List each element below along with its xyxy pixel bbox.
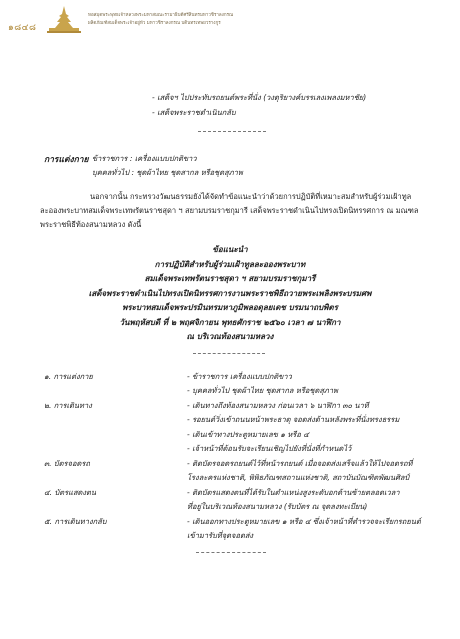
table-row-item: - ติดบัตรแสดงตนที่ได้รับในตำแหน่งสูงระดับอกด้านซ้ายตลอดเวลา [187,488,400,497]
table-row-item: - ข้าราชการ เครื่องแบบปกติขาว [187,372,292,381]
advice-line: สมเด็จพระเทพรัตนราชสุดา ฯ สยามบรมราชกุมารี [144,274,316,283]
page-number: ๑๘๔๘ [8,23,37,33]
table-row-item: - เดินเข้าทางประตูหมายเลข ๑ หรือ ๔ [187,430,309,439]
divider [196,552,266,553]
header-line-1: หอสมุดพระพุทธเจ้าหลวงพระมหาสมณะรามาธิบดีศรีสินทรมหาวชิราลงกรณ [88,13,234,18]
advice-line: ณ บริเวณท้องสนามหลวง [186,332,274,341]
dress-line: ข้าราชการ : เครื่องแบบปกติขาว [92,154,197,163]
page-header [0,0,460,38]
body-paragraph: นอกจากนั้น กระทรวงวัฒนธรรมยังได้จัดทำข้อแนะนำว่าด้วยการปฏิบัติที่เหมาะสมสำหรับผู้ร่วมเฝ้าทูลละอองพระบาทสมเด็จพระเทพรัตนราชสุดา ฯ สยามบรมราชกุมารี เสด็จพระราชดำเนินไปทรงเปิดนิทรรศการ ณ มณฑลพระราชพิธีท้องสนามหลวง ดังนี้ [40,192,419,229]
table-row-item: - รอยนต์วิ่งเข้าถนนหน้าพระธาตุ จอดส่งด้านหลังพระที่นั่งทรงธรรม [187,415,400,424]
advice-title: ข้อแนะนำ [212,245,248,254]
table-row-label: ๓. บัตรจอดรถ [44,459,90,468]
advice-line: เสด็จพระราชดำเนินไปทรงเปิดนิทรรศการงานพระราชพิธีถวายพระเพลิงพระบรมศพ [88,289,372,298]
table-row-item: - ติดบัตรจอดรถยนต์ไว้ที่หน้ารถยนต์ เมื่อจอดส่งเสร็จแล้วให้ไปจอดรถที่ [187,459,413,468]
table-row-item: - เจ้าหน้าที่ต้อนรับจะเรียนเชิญไปยังที่นั่งที่กำหนดไว้ [187,444,352,453]
top-list-item: - เสด็จพระราชดำเนินกลับ [152,108,236,117]
table-row-item: - เดินออกทางประตูหมายเลข ๑ หรือ ๔ ซึ่งเจ้าหน้าที่ตำรวจจะเรียกรถยนต์ [187,517,421,526]
table-row-label: ๔. บัตรแสดงตน [44,488,97,497]
table-row-item: โรงละครแห่งชาติ, พิพิธภัณฑสถานแห่งชาติ, สถาบันบัณฑิตพัฒนศิลป์ [187,473,410,482]
dress-line: บุคคลทั่วไป : ชุดผ้าไทย ชุดสากล หรือชุดสุภาพ [92,168,243,177]
table-row-label: ๑. การแต่งกาย [44,372,93,381]
table-row-item: เข้ามารับที่จุดจอดส่ง [187,531,254,540]
table-row-item: - เดินทางถึงท้องสนามหลวง ก่อนเวลา ๖ นาฬิกา ๓๐ นาที [187,401,369,410]
top-list-item: - เสด็จฯ ไปประทับรถยนต์พระที่นั่ง (วงดุริยางค์บรรเลงเพลงมหาชัย) [152,93,367,102]
divider [193,353,265,354]
table-row-item: ที่อยู่ในบริเวณท้องสนามหลวง (รับบัตร ณ จุดลงทะเบียน) [187,502,368,511]
advice-line: พระบาทสมเด็จพระปรมินทรมหาภูมิพลอดุลยเดช บรมนาถบพิตร [122,303,338,312]
header-line-2: ผลิตภัณฑ์สมเด็จพระเจ้าอยู่หัว มหาวชิราลงกรณ บดินทรเทพยวรางกูร [88,21,221,26]
table-row-item: - บุคคลทั่วไป ชุดผ้าไทย ชุดสากล หรือชุดสุภาพ [187,386,338,395]
table-row-label: ๒. การเดินทาง [44,401,92,410]
temple-emblem-icon [45,6,83,34]
divider [198,131,266,132]
advice-line: การปฏิบัติสำหรับผู้ร่วมเฝ้าทูลละอองพระบาท [154,260,306,269]
dress-label: การแต่งกาย [44,155,89,165]
advice-line: วันพฤหัสบดี ที่ ๒ พฤศจิกายน พุทธศักราช ๒๕๖๐ เวลา ๗ นาฬิกา [119,318,341,327]
table-row-label: ๕. การเดินทางกลับ [44,517,107,526]
